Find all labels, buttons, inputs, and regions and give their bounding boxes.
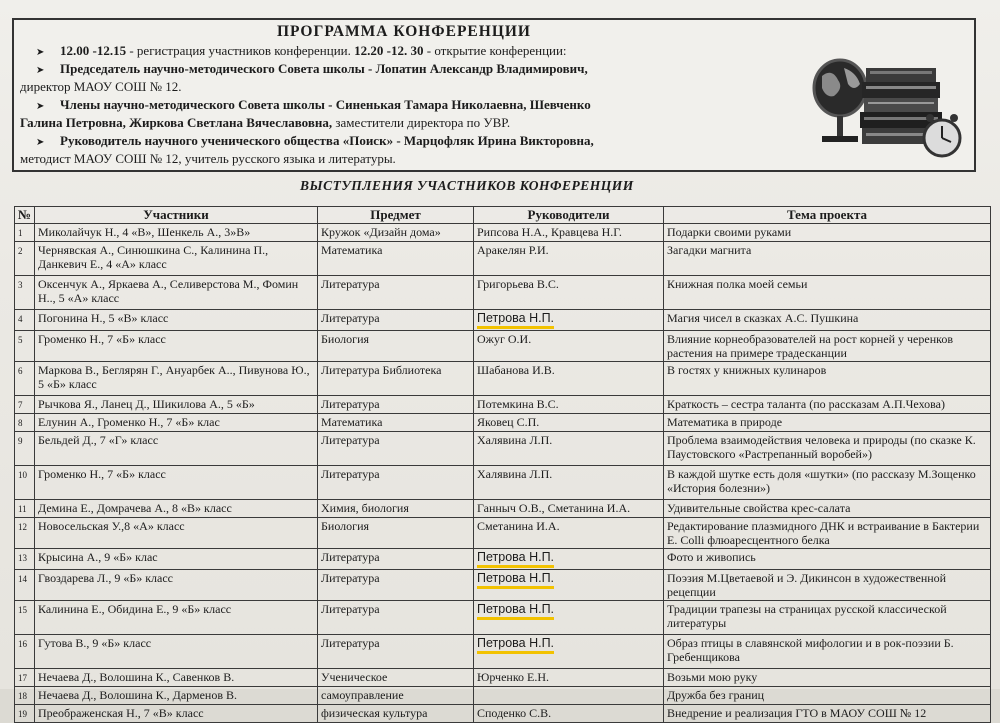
subject-cell: Ученическое [318, 669, 474, 687]
table-row [15, 549, 991, 570]
section-title: ВЫСТУПЛЕНИЯ УЧАСТНИКОВ КОНФЕРЕНЦИИ [300, 178, 634, 193]
council-text: Члены научно-методического Совета школы - Синенькая Тамара Николаевна, Шевченко [60, 97, 591, 112]
row-number: 13 [15, 549, 35, 570]
participants-cell: Нечаева Д., Волошина К., Савенков В. [35, 669, 318, 687]
leader-cell [474, 601, 664, 635]
subject-cell: Литература [318, 635, 474, 669]
bullet-icon: ➤ [36, 101, 45, 112]
row-number: 10 [15, 466, 35, 500]
row-number: 14 [15, 570, 35, 601]
topic-cell: В гостях у книжных кулинаров [664, 362, 991, 396]
table-row [15, 570, 991, 601]
participants-cell: Крысина А., 9 «Б» клас [35, 549, 318, 570]
subject-cell: Литература [318, 601, 474, 635]
table-row [15, 276, 991, 310]
program-box [12, 18, 976, 172]
books-globe-clock-illustration [804, 38, 964, 163]
time-opening: 12.20 -12. 30 [354, 43, 424, 58]
table-header-row [15, 207, 991, 224]
chairman-position: директор МАОУ СОШ № 12. [20, 79, 182, 94]
council-position: заместители директора по УВР. [332, 115, 511, 130]
leader-cell: Халявина Л.П. [474, 466, 664, 500]
row-number: 5 [15, 331, 35, 362]
subject-cell: Математика [318, 242, 474, 276]
subject-cell: Биология [318, 518, 474, 549]
head-text: Руководитель научного ученического общества «Поиск» - Марцофляк Ирина Викторовна, [60, 133, 594, 148]
subject-cell: Литература [318, 549, 474, 570]
table-row [15, 705, 991, 723]
participants-cell: Демина Е., Домрачева А., 8 «В» класс [35, 500, 318, 518]
table-row [15, 396, 991, 414]
topic-cell: Фото и живопись [664, 549, 991, 570]
registration-text: - регистрация участников конференции. [126, 43, 355, 58]
participants-cell: Гутова В., 9 «Б» класс [35, 635, 318, 669]
program-title: ПРОГРАММА КОНФЕРЕНЦИИ [276, 23, 531, 40]
subject-cell: Литература [318, 432, 474, 466]
leader-cell: Аракелян Р.И. [474, 242, 664, 276]
highlighted-leader: Петрова Н.П. [477, 311, 554, 329]
row-number: 11 [15, 500, 35, 518]
topic-cell: Магия чисел в сказках А.С. Пушкина [664, 310, 991, 331]
leader-cell [474, 549, 664, 570]
row-number: 4 [15, 310, 35, 331]
table-row [15, 331, 991, 362]
opening-text: - открытие конференции: [423, 43, 567, 58]
participants-cell: Нечаева Д., Волошина К., Дарменов В. [35, 687, 318, 705]
row-number: 9 [15, 432, 35, 466]
leader-cell: Рипсова Н.А., Кравцева Н.Г. [474, 224, 664, 242]
council-continued [20, 114, 510, 132]
participants-cell: Маркова В., Беглярян Г., Ануарбек А.., Пивунова Ю., 5 «Б» класс [35, 362, 318, 396]
topic-cell: В каждой шутке есть доля «шутки» (по рассказу М.Зощенко «История болезни») [664, 466, 991, 500]
subject-cell: Математика [318, 414, 474, 432]
subject-cell: Литература [318, 466, 474, 500]
table-row [15, 310, 991, 331]
chairman-text: Председатель научно-методического Совета школы - Лопатин Александр Владимирович, [60, 61, 588, 76]
table-row [15, 414, 991, 432]
topic-cell: Книжная полка моей семьи [664, 276, 991, 310]
table-row [15, 500, 991, 518]
council-names: Галина Петровна, Жиркова Светлана Вячеславовна, [20, 115, 333, 130]
leader-cell: Шабанова И.В. [474, 362, 664, 396]
topic-cell: Дружба без границ [664, 687, 991, 705]
bullet-icon: ➤ [36, 47, 45, 58]
head-position: методист МАОУ СОШ № 12, учитель русского языка и литературы. [20, 151, 396, 166]
participants-cell: Громенко Н., 7 «Б» класс [35, 466, 318, 500]
header-subject: Предмет [318, 207, 474, 224]
subject-cell: Биология [318, 331, 474, 362]
table-row [15, 224, 991, 242]
row-number: 8 [15, 414, 35, 432]
participants-cell: Преображенская Н., 7 «В» класс [35, 705, 318, 723]
program-line-council [20, 96, 790, 116]
conference-talks-table [14, 206, 991, 723]
subject-cell: Литература [318, 276, 474, 310]
participants-cell: Рычкова Я., Ланец Д., Шикилова А., 5 «Б» [35, 396, 318, 414]
leader-cell: Ожуг О.И. [474, 331, 664, 362]
participants-cell: Бельдей Д., 7 «Г» класс [35, 432, 318, 466]
participants-cell: Новосельская У.,8 «А» класс [35, 518, 318, 549]
participants-cell: Елунин А., Громенко Н., 7 «Б» клас [35, 414, 318, 432]
topic-cell: Внедрение и реализация ГТО в МАОУ СОШ № 12 [664, 705, 991, 723]
table-row [15, 635, 991, 669]
participants-cell: Оксенчук А., Яркаева А., Селиверстова М., Фомин Н.., 5 «А» класс [35, 276, 318, 310]
header-number: № [15, 207, 35, 224]
leader-cell: Сметанина И.А. [474, 518, 664, 549]
highlighted-leader: Петрова Н.П. [477, 550, 554, 568]
header-topic: Тема проекта [664, 207, 991, 224]
program-line-chairman [20, 60, 790, 80]
header-participants: Участники [35, 207, 318, 224]
topic-cell: Проблема взаимодействия человека и природы (по сказке К. Паустовского «Растрепанный воробей») [664, 432, 991, 466]
highlighted-leader: Петрова Н.П. [477, 571, 554, 589]
participants-cell: Громенко Н., 7 «Б» класс [35, 331, 318, 362]
leader-cell: Потемкина В.С. [474, 396, 664, 414]
program-line-schedule [20, 42, 790, 62]
leader-cell [474, 687, 664, 705]
topic-cell: Удивительные свойства крес-салата [664, 500, 991, 518]
leader-cell: Споденко С.В. [474, 705, 664, 723]
header-leaders: Руководители [474, 207, 664, 224]
subject-cell: Литература [318, 310, 474, 331]
row-number: 2 [15, 242, 35, 276]
participants-cell: Чернявская А., Синюшкина С., Калинина П., Данкевич Е., 4 «А» класс [35, 242, 318, 276]
bullet-icon: ➤ [36, 137, 45, 148]
leader-cell: Халявина Л.П. [474, 432, 664, 466]
leader-cell: Юрченко Е.Н. [474, 669, 664, 687]
row-number: 7 [15, 396, 35, 414]
participants-cell: Калинина Е., Обидина Е., 9 «Б» класс [35, 601, 318, 635]
row-number: 16 [15, 635, 35, 669]
row-number: 3 [15, 276, 35, 310]
leader-cell: Яковец С.П. [474, 414, 664, 432]
subject-cell: Химия, биология [318, 500, 474, 518]
leader-cell: Ганныч О.В., Сметанина И.А. [474, 500, 664, 518]
program-line-head [20, 132, 790, 152]
table-row [15, 466, 991, 500]
row-number: 19 [15, 705, 35, 723]
topic-cell: Поэзия М.Цветаевой и Э. Дикинсон в художественной рецепции [664, 570, 991, 601]
row-number: 17 [15, 669, 35, 687]
row-number: 12 [15, 518, 35, 549]
subject-cell: Литература [318, 396, 474, 414]
topic-cell: Редактирование плазмидного ДНК и встраивание в Бактерии Е. Colli флюаресцентного белка [664, 518, 991, 549]
bullet-icon: ➤ [36, 65, 45, 76]
participants-cell: Миколайчук Н., 4 «В», Шенкель А., 3»В» [35, 224, 318, 242]
leader-cell [474, 635, 664, 669]
row-number: 15 [15, 601, 35, 635]
time-registration: 12.00 -12.15 [60, 43, 127, 58]
topic-cell: Математика в природе [664, 414, 991, 432]
subject-cell: физическая культура [318, 705, 474, 723]
topic-cell: Краткость – сестра таланта (по рассказам А.П.Чехова) [664, 396, 991, 414]
table-row [15, 362, 991, 396]
topic-cell: Подарки своими руками [664, 224, 991, 242]
topic-cell: Традиции трапезы на страницах русской классической литературы [664, 601, 991, 635]
row-number: 18 [15, 687, 35, 705]
topic-cell: Возьми мою руку [664, 669, 991, 687]
table-row [15, 669, 991, 687]
table-row [15, 518, 991, 549]
leader-cell [474, 310, 664, 331]
table-row [15, 687, 991, 705]
subject-cell: Литература [318, 570, 474, 601]
subject-cell: Литература Библиотека [318, 362, 474, 396]
table-row [15, 601, 991, 635]
topic-cell: Влияние корнеобразователей на рост корней у черенков растения на примере традесканции [664, 331, 991, 362]
topic-cell: Образ птицы в славянской мифологии и в рок-поэзии Б. Гребенщикова [664, 635, 991, 669]
leader-cell: Григорьева В.С. [474, 276, 664, 310]
table-row [15, 432, 991, 466]
subject-cell: Кружок «Дизайн дома» [318, 224, 474, 242]
subject-cell: самоуправление [318, 687, 474, 705]
leader-cell [474, 570, 664, 601]
topic-cell: Загадки магнита [664, 242, 991, 276]
row-number: 1 [15, 224, 35, 242]
participants-cell: Погонина Н., 5 «В» класс [35, 310, 318, 331]
table-row [15, 242, 991, 276]
highlighted-leader: Петрова Н.П. [477, 602, 554, 620]
row-number: 6 [15, 362, 35, 396]
participants-cell: Гвоздарева Л., 9 «Б» класс [35, 570, 318, 601]
highlighted-leader: Петрова Н.П. [477, 636, 554, 654]
